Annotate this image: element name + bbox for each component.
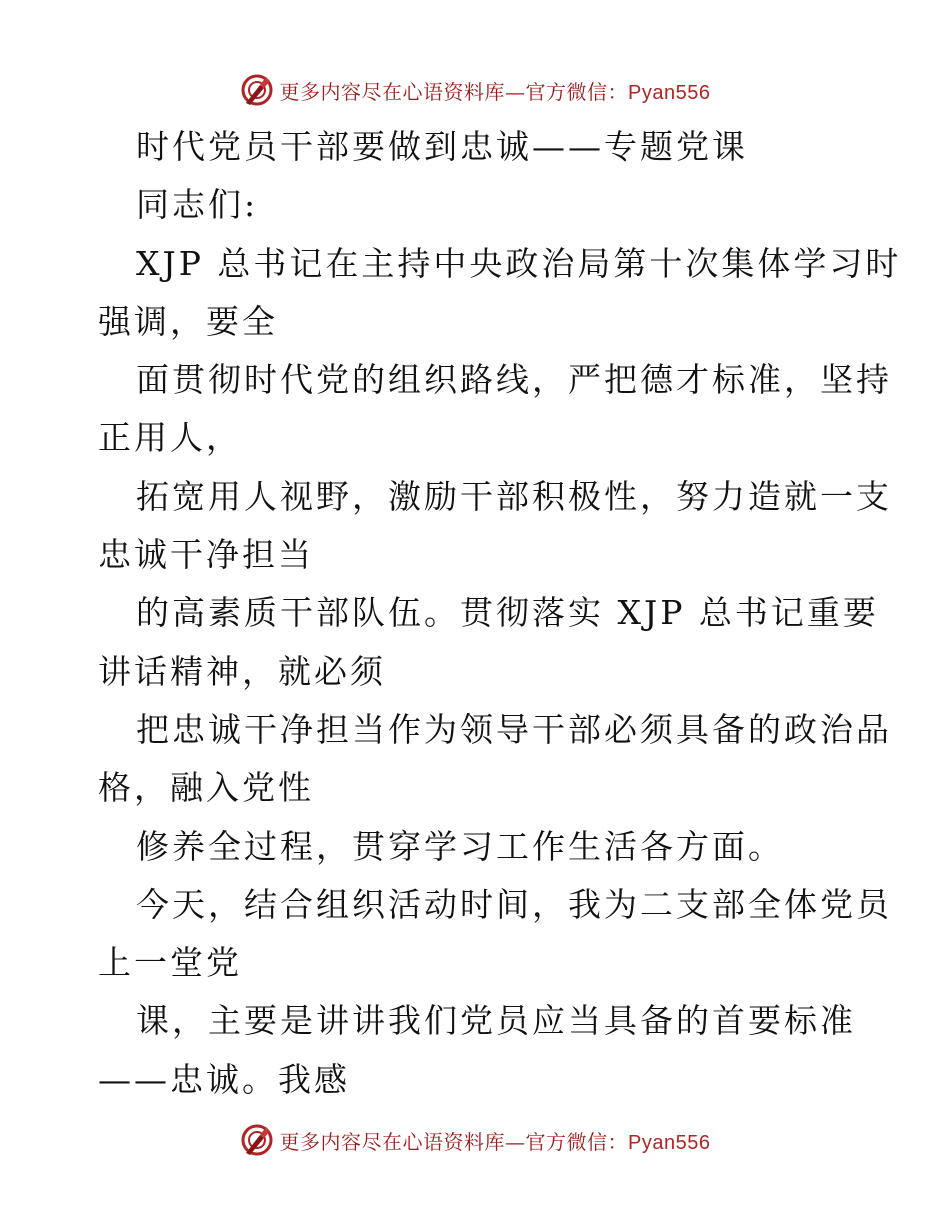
text-line: 忠诚干净担当 [98, 535, 314, 575]
document-body [98, 118, 902, 1109]
text-line: XJP 总书记在主持中央政治局第十次集体学习时 [136, 243, 902, 283]
text-line: 课，主要是讲讲我们党员应当具备的首要标准 [136, 1001, 856, 1041]
text-line: 修养全过程，贯穿学习工作生活各方面。 [136, 826, 784, 866]
text-line: 强调，要全 [98, 301, 278, 341]
watermark-text: 更多内容尽在心语资料库—官方微信：Pyan556 [279, 79, 711, 104]
text-line: 的高素质干部队伍。贯彻落实 XJP 总书记重要 [136, 593, 879, 633]
text-line: 面贯彻时代党的组织路线，严把德才标准，坚持 [136, 360, 892, 400]
pen-logo-icon [240, 1123, 274, 1157]
watermark-text: 更多内容尽在心语资料库—官方微信：Pyan556 [279, 1129, 711, 1154]
text-line: 上一堂党 [98, 943, 242, 983]
text-line: 正用人， [98, 418, 242, 458]
footer-watermark-banner [0, 1120, 950, 1160]
wechat-handle: Pyan556 [628, 81, 711, 104]
header-watermark-banner [0, 70, 950, 110]
wechat-handle: Pyan556 [628, 1131, 711, 1154]
text-line: 拓宽用人视野，激励干部积极性，努力造就一支 [136, 476, 892, 516]
pen-logo-icon [240, 73, 274, 107]
text-line: 讲话精神，就必须 [98, 651, 386, 691]
text-line: 把忠诚干净担当作为领导干部必须具备的政治品 [136, 709, 892, 749]
text-line: ——忠诚。我感 [98, 1059, 350, 1099]
text-line: 格，融入党性 [98, 768, 314, 808]
text-line: 时代党员干部要做到忠诚——专题党课 [136, 127, 748, 166]
text-line: 同志们: [136, 185, 259, 225]
text-line: 今天，结合组织活动时间，我为二支部全体党员 [136, 884, 892, 924]
